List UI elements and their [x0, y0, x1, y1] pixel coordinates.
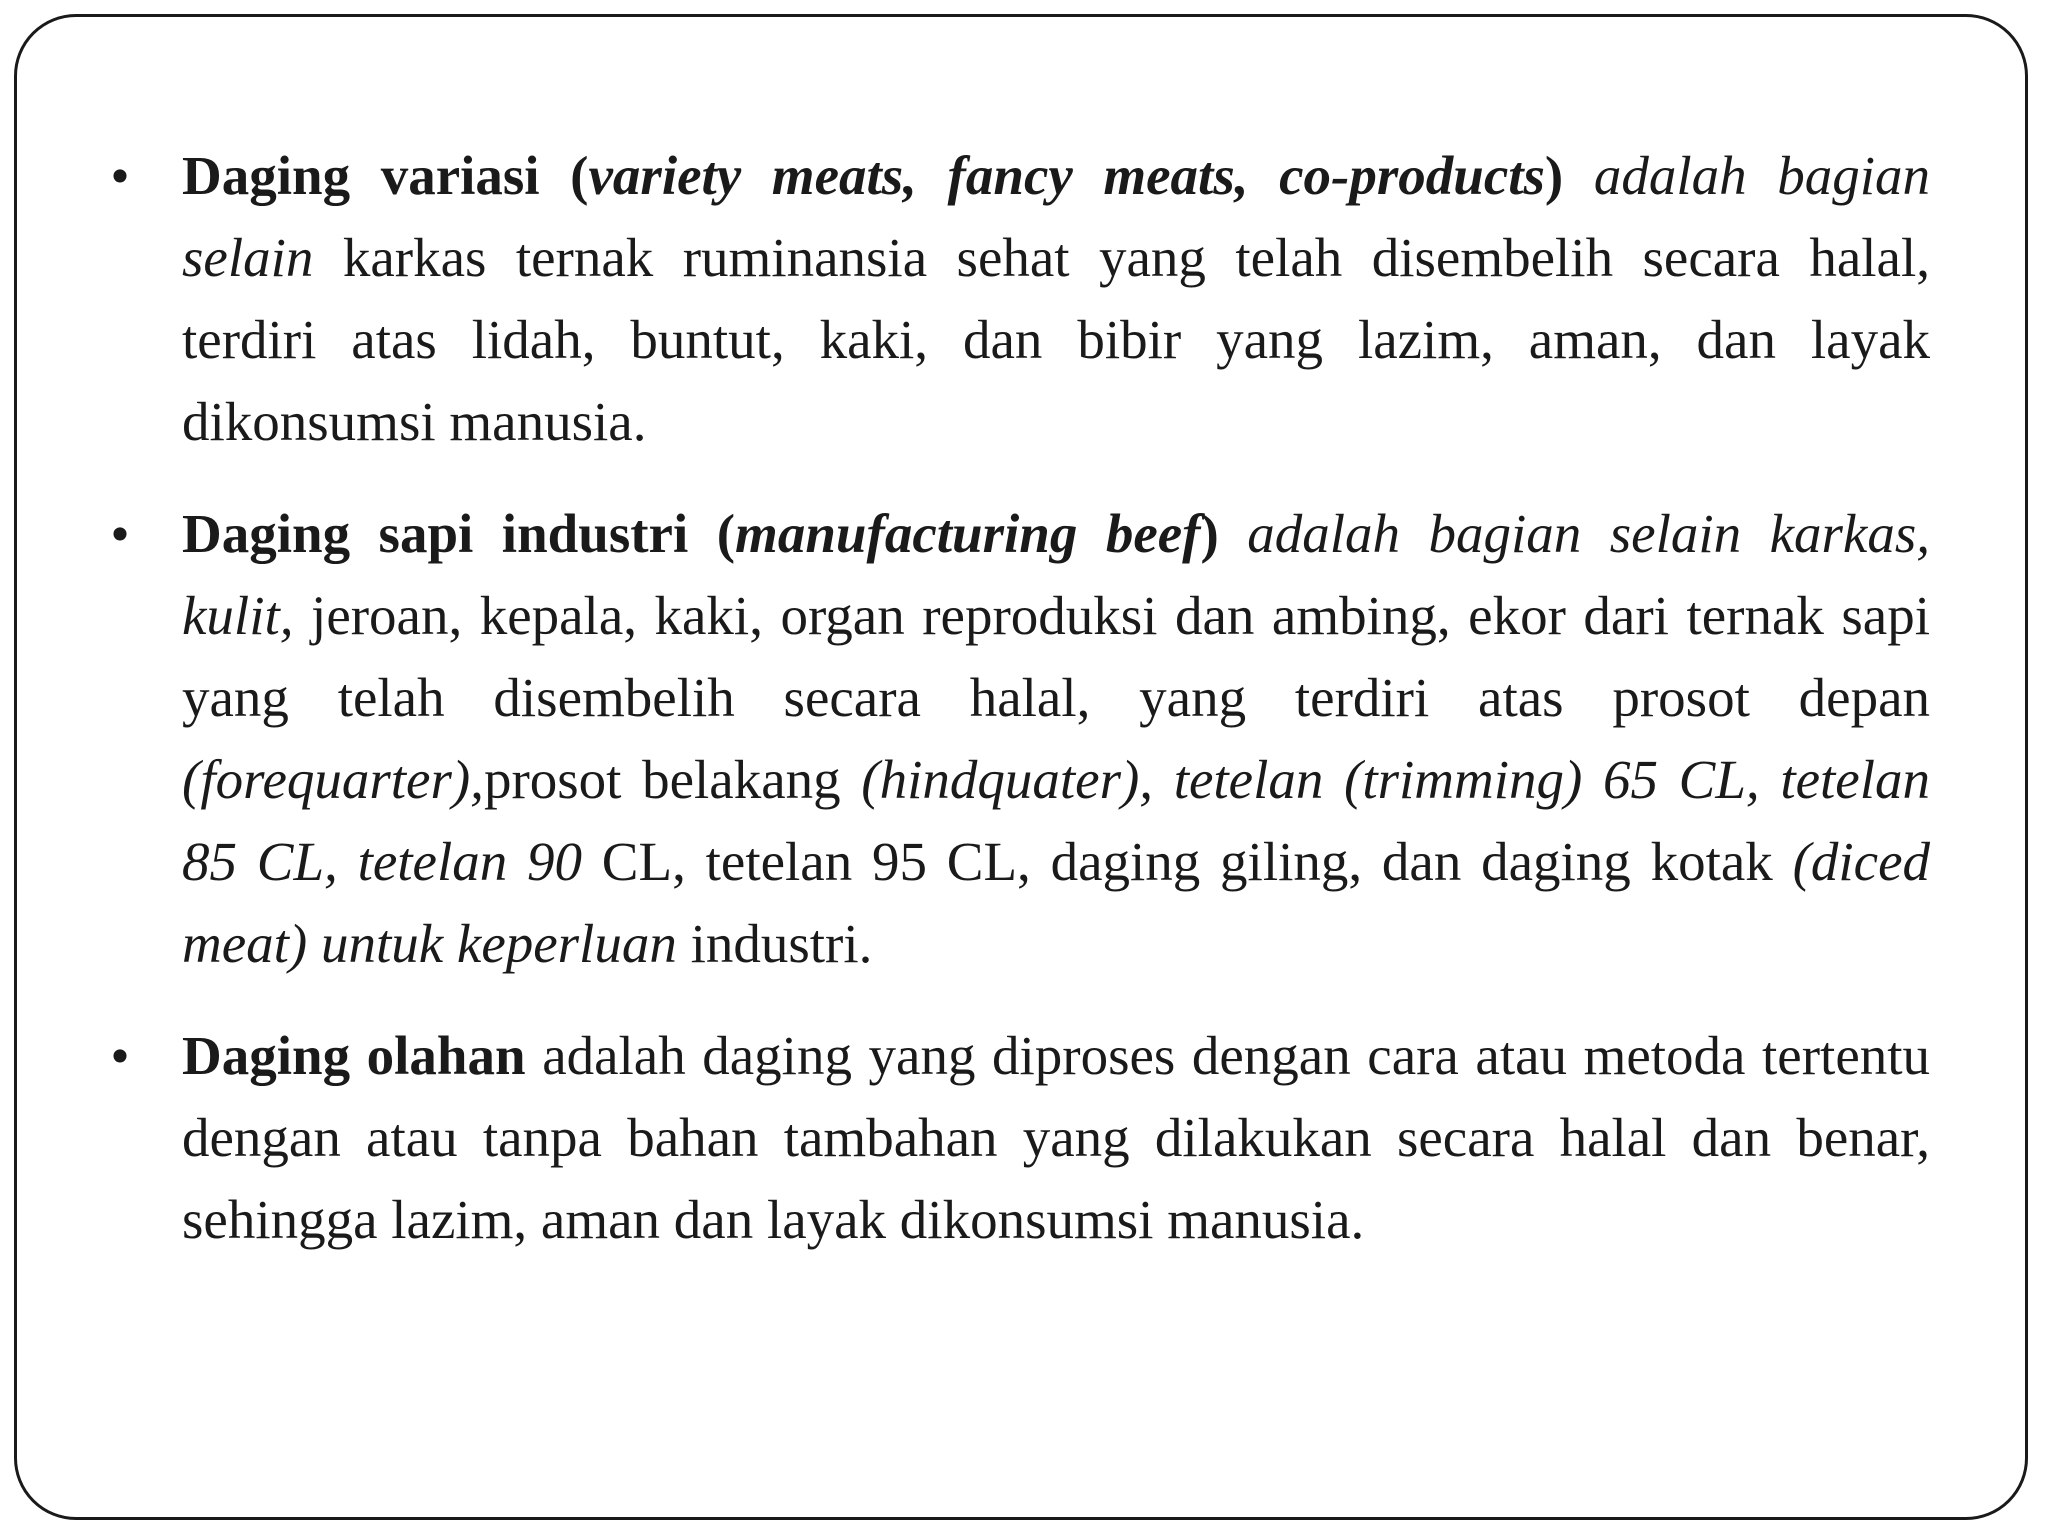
bullet-dot: • [110, 503, 130, 564]
definition-text: karkas ternak ruminansia sehat yang telah disembelih secara halal, terdiri atas lidah, buntut, kaki, dan bibir yang lazim, aman, dan layak dikonsumsi manusia. [182, 227, 1930, 452]
bullet-dot: • [110, 1025, 130, 1086]
term-english-variety-meats: variety meats, fancy meats, co-products [588, 145, 1545, 206]
definition-text: adalah daging yang diproses dengan cara atau metoda tertentu dengan atau tanpa bahan tambahan yang dilakukan secara halal dan benar, sehingga lazim, aman dan layak dikonsumsi manusia. [182, 1025, 1931, 1250]
definition-text: prosot belakang [483, 749, 862, 810]
term-close-paren: ) [1544, 145, 1594, 206]
term-daging-variasi: Daging variasi ( [182, 145, 589, 206]
definition-text: industri. [676, 913, 873, 974]
definition-text: jeroan, kepala, kaki, organ reproduksi dan ambing, ekor dari ternak sapi yang telah disembelih secara halal, yang terdiri atas prosot depan [182, 585, 1930, 728]
term-english-manufacturing-beef: manufacturing beef [735, 503, 1201, 564]
bullet-dot: • [110, 145, 130, 206]
italic-phrase: adalah bagian selain [182, 145, 1931, 288]
term-daging-sapi-industri: Daging sapi industri ( [182, 503, 736, 564]
italic-phrase: (diced meat) untuk keperluan [182, 831, 1930, 974]
term-daging-olahan: Daging olahan [182, 1025, 526, 1086]
term-close-paren: ) [1200, 503, 1248, 564]
bullet-item-daging-sapi-industri [100, 493, 1930, 985]
italic-phrase: (forequarter), [182, 749, 484, 810]
bullet-item-daging-variasi [100, 135, 1930, 463]
definition-text: CL, tetelan 95 CL, daging giling, dan daging kotak [582, 831, 1793, 892]
italic-phrase: (hindquater), tetelan (trimming) 65 CL, tetelan 85 CL, tetelan 90 [182, 749, 1931, 892]
bullet-item-daging-olahan [100, 1015, 1930, 1261]
bullet-list [100, 135, 1930, 1291]
italic-phrase: adalah bagian selain karkas, kulit, [182, 503, 1931, 646]
